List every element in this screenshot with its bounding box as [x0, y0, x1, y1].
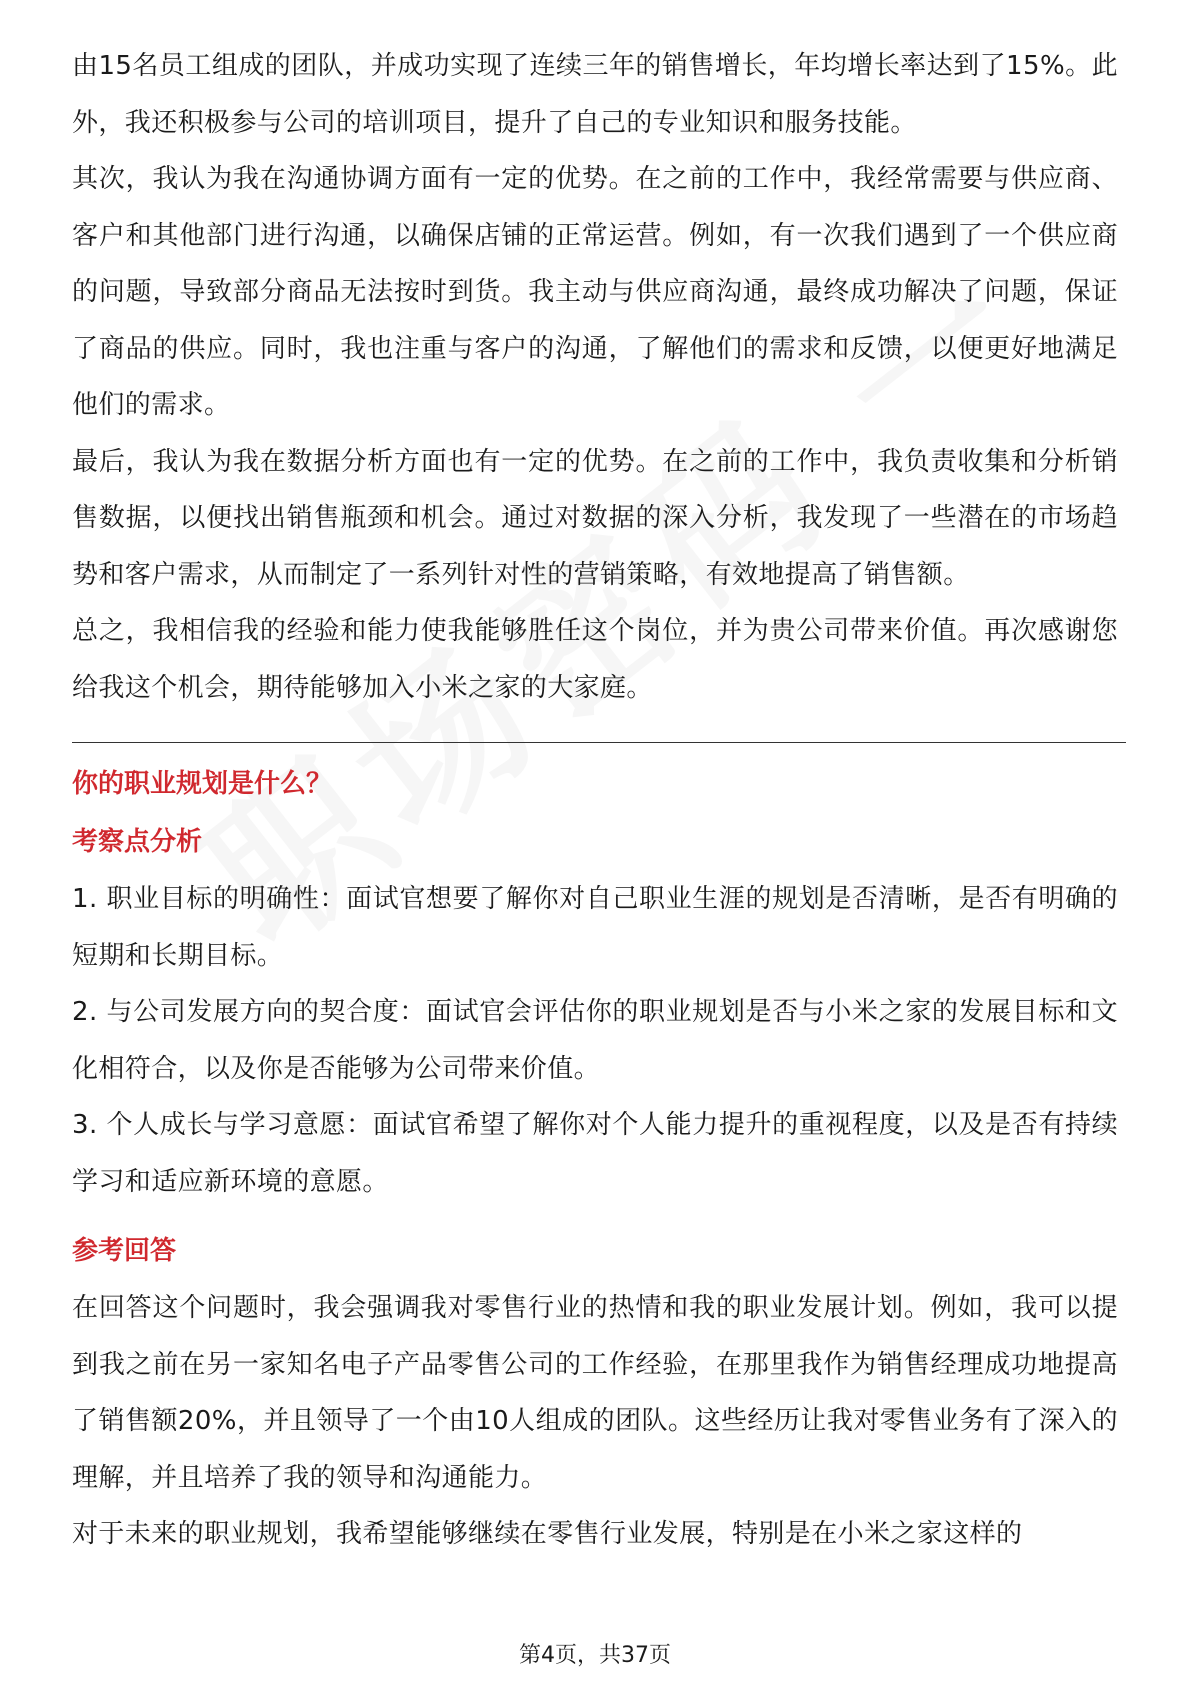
- answer-paragraph: 对于未来的职业规划，我希望能够继续在零售行业发展，特别是在小米之家这样的: [72, 1519, 1023, 1549]
- body-paragraph: 其次，我认为我在沟通协调方面有一定的优势。在之前的工作中，我经常需要与供应商、客户和其他部门进行沟通，以确保店铺的正常运营。例如，有一次我们遇到了一个供应商的问题，导致部分商品无法按时到货。我主动与供应商沟通，最终成功解决了问题，保证了商品的供应。同时，我也注重与客户的沟通，了解他们的需求和反馈，以便更好地满足他们的需求。: [72, 164, 1118, 420]
- analysis-point: 2. 与公司发展方向的契合度：面试官会评估你的职业规划是否与小米之家的发展目标和文化相符合，以及你是否能够为公司带来价值。: [72, 997, 1118, 1084]
- question-heading: 你的职业规划是什么？: [72, 769, 333, 799]
- page-number-footer: 第4页，共37页: [519, 1643, 671, 1668]
- analysis-point: 1. 职业目标的明确性：面试官想要了解你对自己职业生涯的规划是否清晰，是否有明确的短期和长期目标。: [72, 884, 1118, 971]
- answer-paragraph: 在回答这个问题时，我会强调我对零售行业的热情和我的职业发展计划。例如，我可以提到我之前在另一家知名电子产品零售公司的工作经验，在那里我作为销售经理成功地提高了销售额20%，并且领导了一个由10人组成的团队。这些经历让我对零售业务有了深入的理解，并且培养了我的领导和沟通能力。: [72, 1293, 1118, 1493]
- page-content: [72, 38, 1118, 1563]
- body-paragraph: 由15名员工组成的团队，并成功实现了连续三年的销售增长，年均增长率达到了15%。此外，我还积极参与公司的培训项目，提升了自己的专业知识和服务技能。: [72, 51, 1118, 138]
- answer-heading: 参考回答: [72, 1236, 177, 1266]
- analysis-heading: 考察点分析: [72, 827, 203, 857]
- body-paragraph: 最后，我认为我在数据分析方面也有一定的优势。在之前的工作中，我负责收集和分析销售数据，以便找出销售瓶颈和机会。通过对数据的深入分析，我发现了一些潜在的市场趋势和客户需求，从而制定了一系列针对性的营销策略，有效地提高了销售额。: [72, 446, 1118, 590]
- analysis-point: 3. 个人成长与学习意愿：面试官希望了解你对个人能力提升的重视程度，以及是否有持续学习和适应新环境的意愿。: [72, 1110, 1118, 1197]
- section-divider: [72, 742, 1126, 743]
- body-paragraph: 总之，我相信我的经验和能力使我能够胜任这个岗位，并为贵公司带来价值。再次感谢您给我这个机会，期待能够加入小米之家的大家庭。: [72, 616, 1118, 703]
